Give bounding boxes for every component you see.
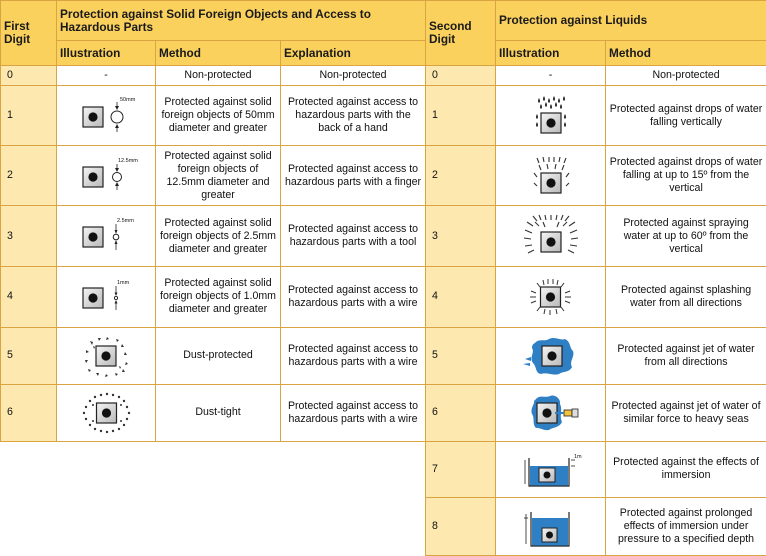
table-row: [1, 441, 766, 497]
liquid-digit: 0: [426, 66, 496, 86]
size-label: 1mm: [117, 279, 130, 286]
solid-explanation: Protected against access to hazardous parts with a finger: [281, 146, 426, 206]
liquid-digit: 7: [426, 441, 496, 497]
solid-method: Protected against solid foreign objects of 50mm diameter and greater: [156, 86, 281, 146]
prolonged-immersion-icon: [519, 502, 583, 550]
liquid-method: Protected against jet of water from all directions: [606, 327, 766, 384]
solid-digit: 0: [1, 66, 57, 86]
liquids-header: Protection against Liquids: [496, 1, 766, 41]
solid-method: Protected against solid foreign objects of 1.0mm diameter and greater: [156, 267, 281, 327]
solid-digit: 6: [1, 384, 57, 441]
immersion-icon: [519, 446, 583, 492]
liquid-illustration: [496, 327, 606, 384]
table-row: [1, 206, 766, 267]
solid-digit: 2: [1, 146, 57, 206]
size-label: 2.5mm: [117, 218, 134, 225]
liquid-illustration: [496, 267, 606, 327]
liquid-illustration: [496, 441, 606, 497]
solid-explanation: Protected against access to hazardous parts with a wire: [281, 267, 426, 327]
liquid-method: Protected against prolonged effects of immersion under pressure to a specified depth: [606, 497, 766, 555]
solid-method: Protected against solid foreign objects of 2.5mm diameter and greater: [156, 206, 281, 267]
solid-method: Non-protected: [156, 66, 281, 86]
solid-objects-header: Protection against Solid Foreign Objects and Access to Hazardous Parts: [57, 1, 426, 41]
liquid-illustration: [496, 384, 606, 441]
table-row: [1, 146, 766, 206]
vertical-drops-icon: [521, 93, 581, 139]
liquid-illustration: [496, 206, 606, 267]
liquid-illustration: [496, 86, 606, 146]
liquid-digit: 2: [426, 146, 496, 206]
solid-illustration: [57, 327, 156, 384]
solid-illustration: [57, 86, 156, 146]
liquid-method: Protected against drops of water falling at up to 15º from the vertical: [606, 146, 766, 206]
solid-illustration: -: [57, 66, 156, 86]
liquid-digit: 5: [426, 327, 496, 384]
solid-method: Dust-tight: [156, 384, 281, 441]
table-row: [1, 384, 766, 441]
solid-digit: 3: [1, 206, 57, 267]
solid-explanation: Protected against access to hazardous parts with a wire: [281, 327, 426, 384]
angled-drops-icon: [521, 153, 581, 199]
liquid-method: Protected against splashing water from all directions: [606, 267, 766, 327]
size-label: 50mm: [120, 96, 136, 103]
liquid-method: Protected against the effects of immersion: [606, 441, 766, 497]
solid-explanation: Non-protected: [281, 66, 426, 86]
solid-illustration: [57, 267, 156, 327]
liquid-digit: 1: [426, 86, 496, 146]
wire-probe-icon: [71, 274, 141, 320]
tool-probe-icon: [71, 213, 141, 259]
liquid-digit: 4: [426, 267, 496, 327]
liquid-method-header: Method: [606, 41, 766, 66]
dust-tight-icon: [76, 390, 136, 436]
liquid-digit: 3: [426, 206, 496, 267]
liquid-method: Non-protected: [606, 66, 766, 86]
splashing-water-icon: [521, 274, 581, 320]
large-object-probe-icon: [71, 93, 141, 139]
depth-label: 1m: [573, 454, 582, 461]
solid-illustration: [57, 384, 156, 441]
heavy-seas-jet-icon: [519, 390, 583, 436]
spraying-water-icon: [519, 212, 583, 260]
solid-illustration-header: Illustration: [57, 41, 156, 66]
table-row: [1, 66, 766, 86]
liquid-method: Protected against spraying water at up to 60º from the vertical: [606, 206, 766, 267]
table-row: [1, 267, 766, 327]
dust-protected-icon: [76, 333, 136, 379]
liquid-method: Protected against drops of water falling vertically: [606, 86, 766, 146]
liquid-digit: 6: [426, 384, 496, 441]
solid-explanation: Protected against access to hazardous parts with a wire: [281, 384, 426, 441]
solid-illustration: [57, 146, 156, 206]
solid-explanation-header: Explanation: [281, 41, 426, 66]
liquid-illustration: -: [496, 66, 606, 86]
liquid-illustration: [496, 146, 606, 206]
size-label: 12.5mm: [118, 157, 138, 164]
finger-probe-icon: [71, 153, 141, 199]
water-jet-icon: [519, 333, 583, 379]
solid-digit: 4: [1, 267, 57, 327]
table-row: [1, 327, 766, 384]
solid-method: Dust-protected: [156, 327, 281, 384]
liquid-method: Protected against jet of water of similar force to heavy seas: [606, 384, 766, 441]
liquid-illustration-header: Illustration: [496, 41, 606, 66]
second-digit-header: Second Digit: [426, 1, 496, 66]
liquid-digit: 8: [426, 497, 496, 555]
nozzle-icon: [564, 410, 572, 416]
solid-method-header: Method: [156, 41, 281, 66]
solid-explanation: Protected against access to hazardous parts with the back of a hand: [281, 86, 426, 146]
solid-explanation: Protected against access to hazardous parts with a tool: [281, 206, 426, 267]
solid-method: Protected against solid foreign objects of 12.5mm diameter and greater: [156, 146, 281, 206]
liquid-illustration: [496, 497, 606, 555]
first-digit-header: First Digit: [1, 1, 57, 66]
table-row: [1, 86, 766, 146]
solid-digit: 5: [1, 327, 57, 384]
solid-digit: 1: [1, 86, 57, 146]
solid-illustration: [57, 206, 156, 267]
